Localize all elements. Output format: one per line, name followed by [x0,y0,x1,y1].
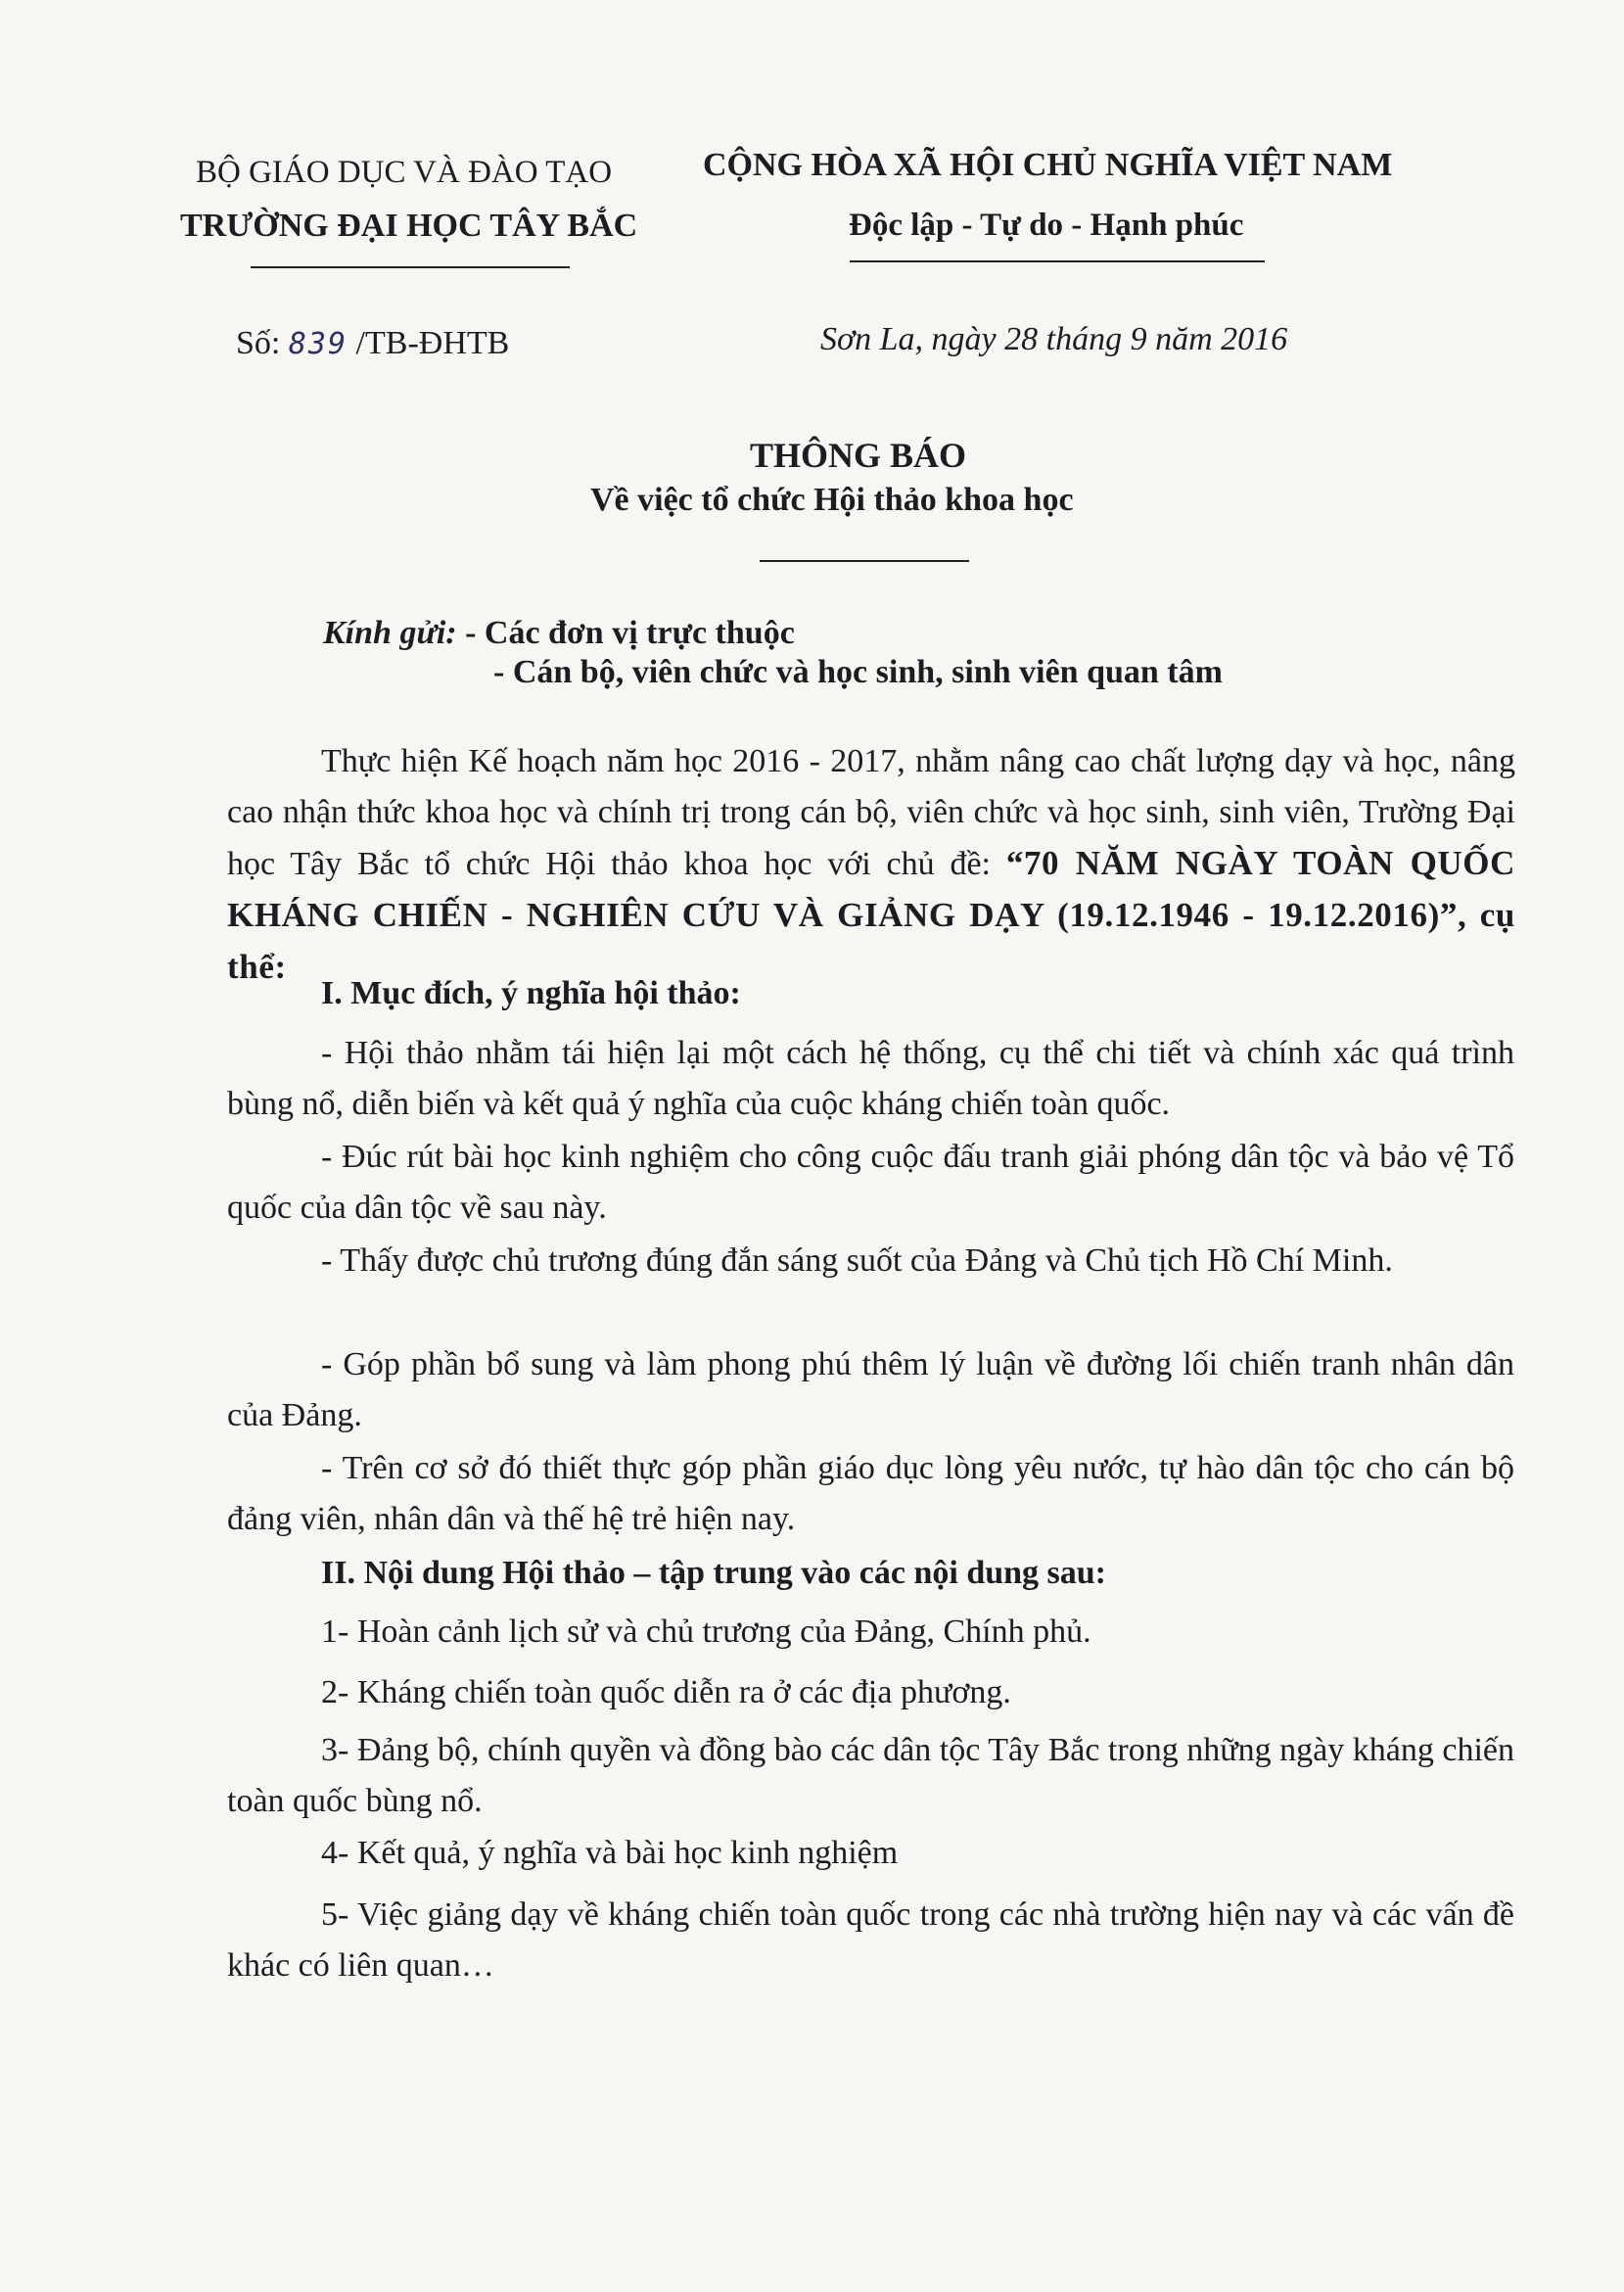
place-date: Sơn La, ngày 28 tháng 9 năm 2016 [820,321,1288,357]
ministry-name: BỘ GIÁO DỤC VÀ ĐÀO TẠO [196,155,613,190]
intro-topic: “70 NĂM NGÀY TOÀN QUỐC KHÁNG CHIẾN - NGHIÊN CỨU VÀ GIẢNG DẠY (19.12.1946 - 19.12.2016)”, cụ thể: [227,844,1515,986]
document-number [236,325,509,362]
motto: Độc lập - Tự do - Hạnh phúc [849,208,1244,243]
recipient-line-1: - Các đơn vị trực thuộc [465,615,795,651]
document-number-prefix: Số: [236,325,281,361]
section-2-item-3: 3- Đảng bộ, chính quyền và đồng bào các dân tộc Tây Bắc trong những ngày kháng chiến toàn quốc bùng nổ. [227,1732,1514,1819]
document-number-suffix: /TB-ĐHTB [355,325,510,361]
notice-subtitle: Về việc tổ chức Hội thảo khoa học [590,482,1074,518]
section-2-item-4: 4- Kết quả, ý nghĩa và bài học kinh nghiệm [321,1835,899,1871]
recipients [323,615,795,652]
school-name: TRƯỜNG ĐẠI HỌC TÂY BẮC [180,208,638,244]
recipients-label: Kính gửi: [323,615,457,651]
section-1-item-2: - Đúc rút bài học kinh nghiệm cho công cuộc đấu tranh giải phóng dân tộc và bảo vệ Tổ quốc của dân tộc về sau này. [227,1139,1514,1226]
section-2-heading: II. Nội dung Hội thảo – tập trung vào các nội dung sau: [321,1555,1107,1591]
section-1-item-4: - Góp phần bổ sung và làm phong phú thêm lý luận về đường lối chiến tranh nhân dân của Đảng. [227,1346,1514,1433]
section-2-item-1: 1- Hoàn cảnh lịch sử và chủ trương của Đảng, Chính phủ. [321,1614,1091,1650]
section-2-item-2: 2- Kháng chiến toàn quốc diễn ra ở các địa phương. [321,1674,1011,1710]
section-1-item-3: - Thấy được chủ trương đúng đắn sáng suốt của Đảng và Chủ tịch Hồ Chí Minh. [321,1242,1393,1279]
country-name: CỘNG HÒA XÃ HỘI CHỦ NGHĨA VIỆT NAM [703,147,1393,183]
motto-underline [850,260,1265,262]
section-1-heading: I. Mục đích, ý nghĩa hội thảo: [321,975,741,1011]
recipient-line-2: - Cán bộ, viên chức và học sinh, sinh viên quan tâm [493,654,1223,690]
intro-paragraph [227,736,1515,994]
school-underline [251,266,570,268]
title-divider [760,560,969,562]
document-number-handwritten: 839 [288,327,348,361]
section-1-item-5: - Trên cơ sở đó thiết thực góp phần giáo dục lòng yêu nước, tự hào dân tộc cho cán bộ đảng viên, nhân dân và thế hệ trẻ hiện nay. [227,1450,1514,1537]
notice-title: THÔNG BÁO [750,436,967,475]
section-1-item-1: - Hội thảo nhằm tái hiện lại một cách hệ thống, cụ thể chi tiết và chính xác quá trình bùng nổ, diễn biến và kết quả ý nghĩa của cuộc kháng chiến toàn quốc. [227,1035,1514,1122]
section-2-item-5: 5- Việc giảng dạy về kháng chiến toàn quốc trong các nhà trường hiện nay và các vấn đề khác có liên quan… [227,1896,1514,1984]
intro-text: Thực hiện Kế hoạch năm học 2016 - 2017, nhằm nâng cao chất lượng dạy và học, nâng cao nhận thức khoa học và chính trị trong cán bộ, viên chức và học sinh, sinh viên, Trường Đại học Tây Bắc tổ chức Hội thảo khoa học với chủ đề: [227,743,1515,882]
